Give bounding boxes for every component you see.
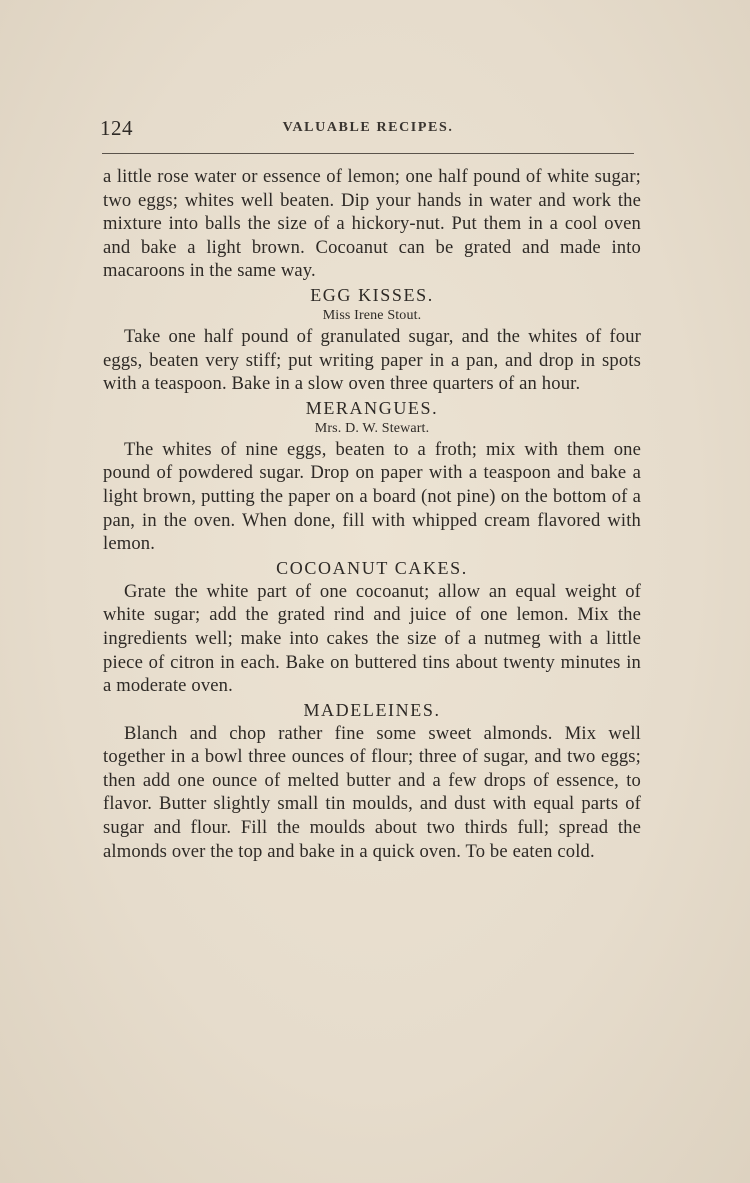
recipe-author: Mrs. D. W. Stewart.	[314, 420, 430, 436]
recipe-body: Blanch and chop rather fine some sweet almonds. Mix well together in a bowl three ounces of flour; three of sugar, and two eggs; then add one ounce of melted butter and a few drops of essence, to flavor. Butter slightly small tin moulds, and dust with equal parts of sugar and flour. Fill the moulds about two thirds full; spread the almonds over the top and bake in a quick oven. To be eaten cold.	[103, 722, 641, 862]
recipe-madeleines	[103, 698, 641, 864]
recipe-title: EGG KISSES.	[310, 284, 434, 305]
page-number: 124	[100, 116, 133, 140]
recipe-egg-kisses	[103, 283, 641, 396]
header-rule	[102, 153, 634, 154]
running-head: VALUABLE RECIPES.	[282, 120, 454, 135]
recipe-title: MADELEINES.	[303, 699, 441, 720]
intro-paragraph: a little rose water or essence of lemon; one half pound of white sugar; two eggs; whites well beaten. Dip your hands in water and work the mixture into balls the size of a hickory-nut. Put them in a cool oven and bake a light brown. Cocoanut can be grated and made into macaroons in the same way.	[103, 166, 641, 282]
recipe-title: MERANGUES.	[305, 397, 439, 418]
page-content	[103, 165, 641, 863]
recipe-cocoanut-cakes	[103, 556, 641, 698]
recipe-author: Miss Irene Stout.	[322, 307, 422, 323]
recipe-body: The whites of nine eggs, beaten to a froth; mix with them one pound of powdered sugar. Drop on paper with a teaspoon and bake a light brown, putting the paper on a board (not pine) on the bottom of a pan, in the oven. When done, fill with whipped cream flavored with lemon.	[103, 438, 641, 555]
page-header	[100, 116, 636, 140]
recipe-body: Grate the white part of one cocoanut; allow an equal weight of white sugar; add the grated rind and juice of one lemon. Mix the ingredients well; make into cakes the size of a nutmeg with a little piece of citron in each. Bake on buttered tins about twenty minutes in a moderate oven.	[103, 580, 641, 697]
recipe-body: Take one half pound of granulated sugar, and the whites of four eggs, beaten very stiff; put writing paper in a pan, and drop in spots with a teaspoon. Bake in a slow oven three quarters of an hour.	[103, 325, 641, 395]
recipe-title: COCOANUT CAKES.	[276, 557, 468, 578]
recipe-merangues	[103, 396, 641, 556]
